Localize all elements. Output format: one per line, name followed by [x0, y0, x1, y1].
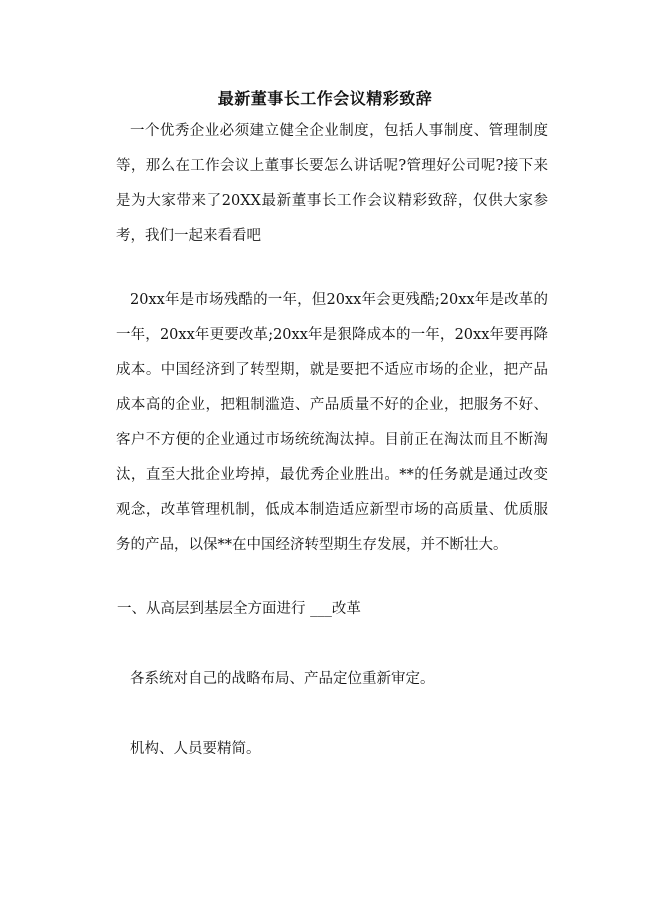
intro-paragraph: 一个优秀企业必须建立健全企业制度，包括人事制度、管理制度等，那么在工作会议上董事长要怎么讲话呢?管理好公司呢?接下来是为大家带来了20XX最新董事长工作会议精彩致辞，仅供大家参考，我们一起来看看吧	[116, 123, 548, 244]
section-heading: 一、从高层到基层全方面进行 ___改革	[117, 601, 361, 617]
document-title: 最新董事长工作会议精彩致辞	[217, 89, 433, 108]
list-item: 各系统对自己的战略布局、产品定位重新审定。	[130, 671, 435, 687]
list-item: 机构、人员要精简。	[130, 741, 261, 757]
body-paragraph: 20xx年是市场残酷的一年，但20xx年会更残酷;20xx年是改革的一年，20xx年更要改革;20xx年是狠降成本的一年，20xx年要再降成本。中国经济到了转型期，就是要把不适应市场的企业，把产品成本高的企业，把粗制滥造、产品质量不好的企业，把服务不好、客户不方便的企业通过市场统统淘汰掉。目前正在淘汰而且不断淘汰，直至大批企业垮掉，最优秀企业胜出。**的任务就是通过改变观念，改革管理机制，低成本制造适应新型市场的高质量、优质服务的产品，以保**在中国经济转型期生存发展，并不断壮大。	[116, 292, 548, 553]
